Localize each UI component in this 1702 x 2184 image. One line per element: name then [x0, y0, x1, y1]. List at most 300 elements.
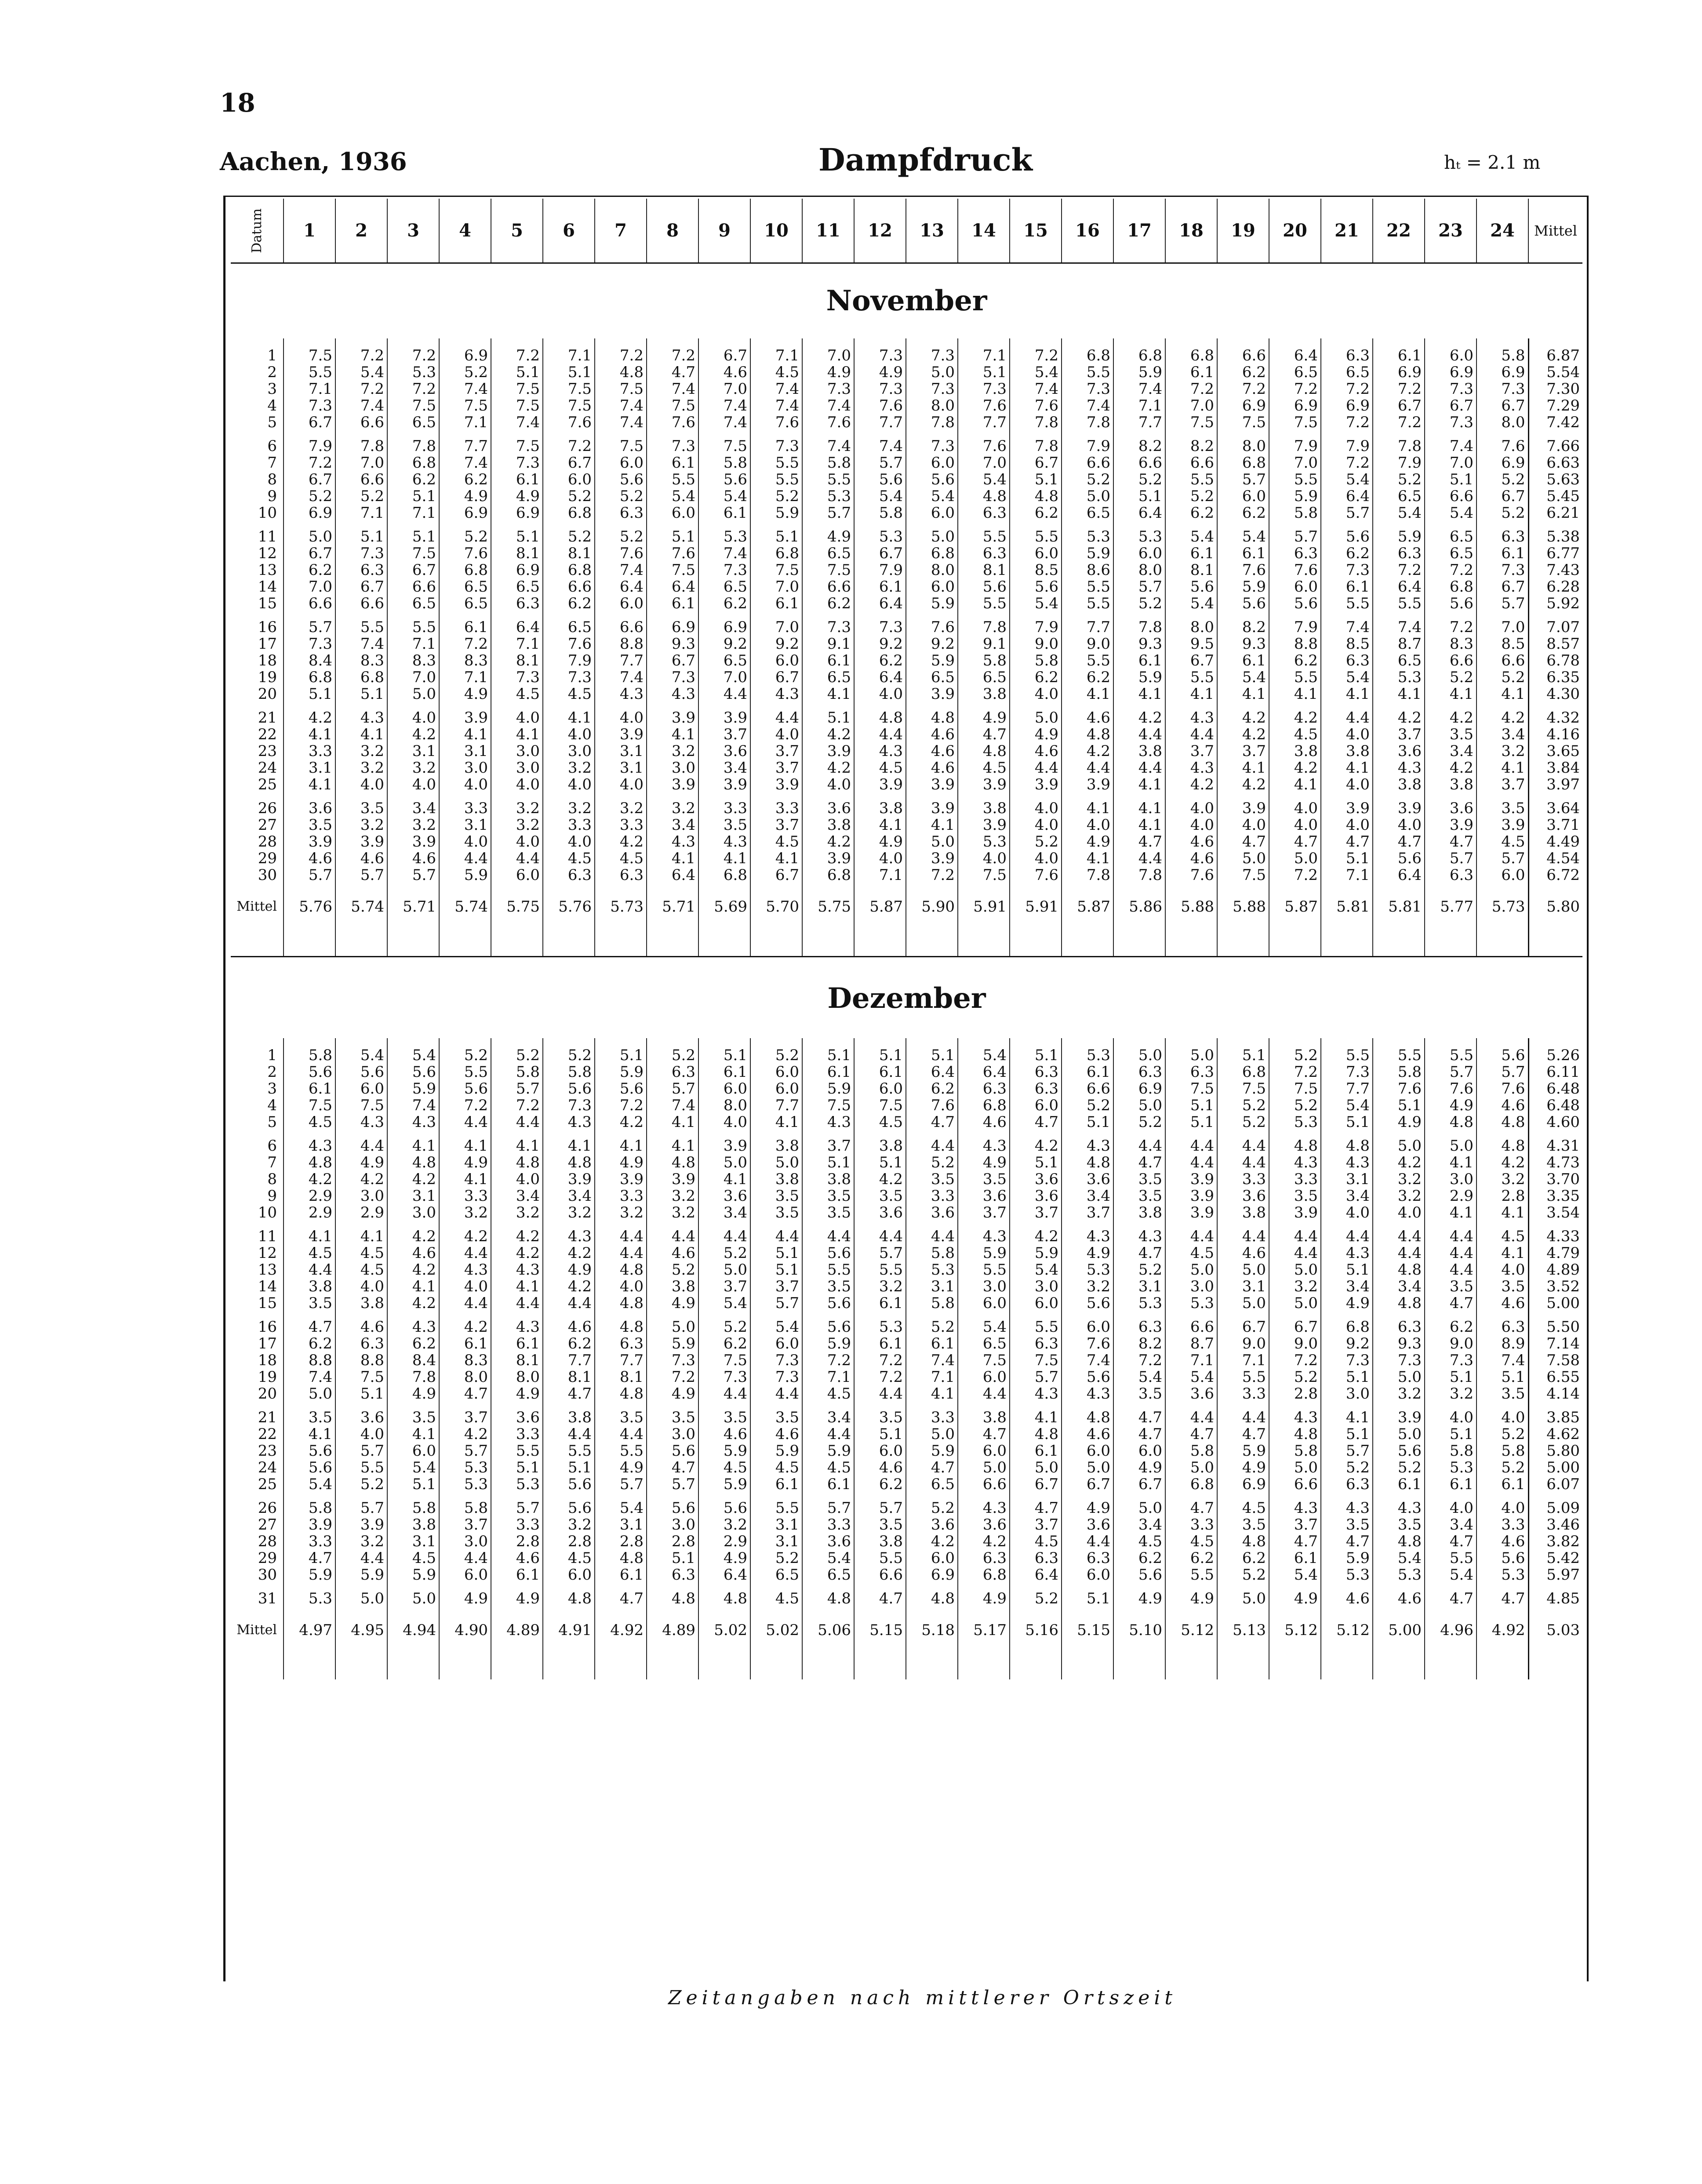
value-cell: 6.2: [1113, 1550, 1165, 1566]
value-cell: 7.2: [1373, 562, 1425, 578]
value-cell: 5.9: [387, 1566, 439, 1583]
value-cell: 4.2: [284, 709, 335, 726]
value-cell: 6.5: [1425, 545, 1477, 562]
value-cell: 5.3: [1477, 1566, 1528, 1583]
value-cell: 6.1: [698, 1064, 750, 1080]
value-cell: 5.3: [1321, 1566, 1373, 1583]
daily-mean-cell: 4.49: [1528, 833, 1582, 850]
value-cell: 7.3: [698, 1369, 750, 1385]
value-cell: 5.9: [1217, 1443, 1269, 1459]
value-cell: 4.7: [1425, 1590, 1477, 1607]
value-cell: 5.2: [1113, 595, 1165, 612]
value-cell: 7.3: [1425, 1352, 1477, 1369]
value-cell: 3.4: [1425, 743, 1477, 759]
value-cell: 7.5: [1217, 1080, 1269, 1097]
hourly-mean-cell: 5.13: [1217, 1607, 1269, 1653]
value-cell: 5.0: [1425, 1137, 1477, 1154]
value-cell: 6.0: [595, 595, 647, 612]
value-cell: 4.3: [1373, 1500, 1425, 1516]
value-cell: 6.0: [1113, 545, 1165, 562]
value-cell: 5.8: [543, 1064, 595, 1080]
value-cell: 9.2: [854, 636, 906, 652]
value-cell: 5.0: [906, 1426, 958, 1443]
value-cell: 5.3: [1062, 1261, 1113, 1278]
value-cell: 3.1: [1217, 1278, 1269, 1295]
value-cell: 5.4: [387, 1047, 439, 1064]
value-cell: 3.6: [854, 1204, 906, 1221]
value-cell: 6.7: [543, 454, 595, 471]
value-cell: 5.1: [387, 488, 439, 505]
value-cell: 8.1: [595, 1369, 647, 1385]
value-cell: 7.3: [1425, 381, 1477, 397]
table-row: [231, 1080, 1582, 1097]
value-cell: 7.8: [1113, 867, 1165, 883]
value-cell: 9.5: [1165, 636, 1217, 652]
value-cell: 7.4: [1425, 438, 1477, 454]
value-cell: 3.2: [335, 1533, 387, 1550]
value-cell: 4.7: [1165, 1426, 1217, 1443]
value-cell: 5.0: [906, 833, 958, 850]
value-cell: 4.4: [335, 1137, 387, 1154]
value-cell: 5.1: [1321, 1369, 1373, 1385]
value-cell: 5.8: [1010, 652, 1062, 669]
value-cell: 7.6: [1373, 1080, 1425, 1097]
value-cell: 7.6: [1010, 397, 1062, 414]
value-cell: 5.2: [1062, 1097, 1113, 1114]
value-cell: 7.5: [1217, 414, 1269, 431]
table-row: [231, 1228, 1582, 1245]
value-cell: 5.5: [854, 1550, 906, 1566]
value-cell: 5.0: [1269, 850, 1321, 867]
value-cell: 5.2: [335, 488, 387, 505]
value-cell: 4.3: [335, 709, 387, 726]
value-cell: 6.5: [698, 652, 750, 669]
value-cell: 4.0: [1269, 800, 1321, 817]
value-cell: 3.4: [647, 817, 698, 833]
table-row: [231, 1114, 1582, 1130]
value-cell: 3.7: [1373, 726, 1425, 743]
day-cell: 16: [258, 1318, 277, 1336]
value-cell: 3.2: [1373, 1188, 1425, 1204]
value-cell: 5.1: [335, 1385, 387, 1402]
value-cell: 4.4: [1217, 1137, 1269, 1154]
value-cell: 5.7: [1425, 850, 1477, 867]
value-cell: 6.7: [698, 347, 750, 364]
value-cell: 6.0: [906, 505, 958, 521]
value-cell: 6.5: [698, 578, 750, 595]
value-cell: 5.0: [750, 1154, 802, 1171]
value-cell: 9.2: [698, 636, 750, 652]
value-cell: 3.8: [750, 1137, 802, 1154]
value-cell: 5.2: [1477, 505, 1528, 521]
value-cell: 4.0: [1165, 817, 1217, 833]
value-cell: 7.8: [1010, 414, 1062, 431]
value-cell: 4.0: [1062, 817, 1113, 833]
value-cell: 3.3: [698, 800, 750, 817]
value-cell: 4.4: [698, 1228, 750, 1245]
value-cell: 6.7: [335, 578, 387, 595]
value-cell: 4.6: [491, 1550, 543, 1566]
value-cell: 5.0: [1165, 1459, 1217, 1476]
value-cell: 2.9: [1425, 1188, 1477, 1204]
hourly-mean-cell: 5.76: [543, 883, 595, 930]
value-cell: 3.4: [1113, 1516, 1165, 1533]
daily-mean-cell: 3.82: [1528, 1533, 1582, 1550]
hourly-mean-cell: 5.12: [1165, 1607, 1217, 1653]
value-cell: 6.6: [284, 595, 335, 612]
value-cell: 7.5: [1165, 1080, 1217, 1097]
value-cell: 4.1: [335, 726, 387, 743]
value-cell: 5.2: [543, 1047, 595, 1064]
value-cell: 5.2: [1425, 669, 1477, 686]
value-cell: 5.5: [335, 619, 387, 636]
value-cell: 3.2: [1477, 1171, 1528, 1188]
daily-mean-cell: 5.09: [1528, 1500, 1582, 1516]
value-cell: 5.4: [335, 364, 387, 381]
value-cell: 4.5: [854, 1114, 906, 1130]
daily-mean-cell: 6.28: [1528, 578, 1582, 595]
value-cell: 3.3: [595, 1188, 647, 1204]
value-cell: 6.4: [647, 867, 698, 883]
hourly-mean-cell: 5.87: [854, 883, 906, 930]
value-cell: 4.7: [1113, 1245, 1165, 1261]
daily-mean-cell: 5.45: [1528, 488, 1582, 505]
value-cell: 6.0: [906, 578, 958, 595]
value-cell: 5.4: [1321, 669, 1373, 686]
value-cell: 4.5: [1477, 1228, 1528, 1245]
value-cell: 6.7: [750, 669, 802, 686]
value-cell: 5.1: [1321, 1261, 1373, 1278]
value-cell: 7.1: [439, 669, 491, 686]
value-cell: 3.9: [1165, 1188, 1217, 1204]
value-cell: 6.0: [1113, 1443, 1165, 1459]
value-cell: 3.8: [1113, 743, 1165, 759]
daily-mean-cell: 4.16: [1528, 726, 1582, 743]
value-cell: 5.0: [1010, 709, 1062, 726]
value-cell: 4.2: [1373, 1154, 1425, 1171]
value-cell: 6.5: [1373, 652, 1425, 669]
value-cell: 5.0: [1373, 1426, 1425, 1443]
value-cell: 3.6: [1373, 743, 1425, 759]
value-cell: 4.2: [1425, 759, 1477, 776]
value-cell: 5.8: [698, 454, 750, 471]
value-cell: 4.2: [595, 1114, 647, 1130]
value-cell: 7.4: [1373, 619, 1425, 636]
day-cell: 10: [258, 504, 277, 522]
value-cell: 3.4: [1321, 1188, 1373, 1204]
value-cell: 4.8: [543, 1590, 595, 1607]
value-cell: 4.3: [1269, 1500, 1321, 1516]
value-cell: 6.9: [1477, 454, 1528, 471]
value-cell: 8.0: [906, 562, 958, 578]
day-cell: 16: [258, 618, 277, 636]
value-cell: 3.2: [647, 800, 698, 817]
value-cell: 5.5: [958, 1261, 1010, 1278]
value-cell: 5.3: [1373, 669, 1425, 686]
value-cell: 6.6: [1062, 1080, 1113, 1097]
value-cell: 6.1: [491, 471, 543, 488]
value-cell: 5.7: [335, 867, 387, 883]
value-cell: 8.0: [906, 397, 958, 414]
value-cell: 4.6: [387, 1245, 439, 1261]
value-cell: 3.9: [595, 1171, 647, 1188]
value-cell: 4.3: [1269, 1409, 1321, 1426]
value-cell: 7.0: [387, 669, 439, 686]
value-cell: 5.3: [698, 528, 750, 545]
value-cell: 6.4: [698, 1566, 750, 1583]
value-cell: 5.1: [647, 1550, 698, 1566]
value-cell: 6.7: [1217, 1319, 1269, 1335]
value-cell: 7.5: [284, 1097, 335, 1114]
value-cell: 5.0: [1062, 1459, 1113, 1476]
value-cell: 5.8: [1269, 1443, 1321, 1459]
value-cell: 5.4: [958, 471, 1010, 488]
value-cell: 3.8: [958, 686, 1010, 702]
value-cell: 3.3: [491, 1516, 543, 1533]
value-cell: 5.1: [1010, 1047, 1062, 1064]
value-cell: 5.3: [1113, 528, 1165, 545]
value-cell: 5.5: [750, 454, 802, 471]
value-cell: 3.0: [439, 1533, 491, 1550]
table-row: [231, 578, 1582, 595]
value-cell: 3.9: [1425, 817, 1477, 833]
value-cell: 6.3: [1477, 1319, 1528, 1335]
value-cell: 7.2: [1165, 381, 1217, 397]
value-cell: 3.2: [335, 743, 387, 759]
value-cell: 5.1: [1321, 1426, 1373, 1443]
value-cell: 3.5: [1477, 1385, 1528, 1402]
value-cell: 4.4: [647, 1228, 698, 1245]
table-row: [231, 743, 1582, 759]
value-cell: 4.2: [335, 1171, 387, 1188]
value-cell: 5.1: [1113, 488, 1165, 505]
value-cell: 6.2: [1217, 1550, 1269, 1566]
value-cell: 8.1: [491, 1352, 543, 1369]
day-cell: 18: [258, 652, 277, 669]
value-cell: 4.1: [491, 1278, 543, 1295]
value-cell: 6.3: [335, 1335, 387, 1352]
value-cell: 6.2: [698, 1335, 750, 1352]
value-cell: 5.2: [595, 488, 647, 505]
hourly-mean-cell: 4.96: [1425, 1607, 1477, 1653]
value-cell: 7.3: [906, 347, 958, 364]
value-cell: 5.2: [750, 488, 802, 505]
day-cell: 14: [258, 578, 277, 596]
value-cell: 5.1: [491, 528, 543, 545]
hourly-mean-cell: 5.03: [1528, 1607, 1582, 1653]
value-cell: 6.0: [595, 454, 647, 471]
value-cell: 7.3: [750, 438, 802, 454]
daily-mean-cell: 7.42: [1528, 414, 1582, 431]
value-cell: 5.3: [1062, 528, 1113, 545]
value-cell: 2.8: [491, 1533, 543, 1550]
value-cell: 5.6: [595, 471, 647, 488]
value-cell: 5.6: [802, 1245, 854, 1261]
value-cell: 3.7: [1217, 743, 1269, 759]
table-row: [231, 800, 1582, 817]
daily-mean-cell: 3.46: [1528, 1516, 1582, 1533]
value-cell: 6.0: [335, 1080, 387, 1097]
hourly-mean-cell: 4.95: [335, 1607, 387, 1653]
day-cell: 27: [258, 816, 277, 834]
value-cell: 6.5: [1373, 488, 1425, 505]
hour-header: 16: [1062, 199, 1113, 263]
value-cell: 4.9: [854, 364, 906, 381]
value-cell: 5.2: [491, 1047, 543, 1064]
value-cell: 3.0: [647, 1426, 698, 1443]
value-cell: 4.0: [1165, 800, 1217, 817]
value-cell: 5.7: [854, 1500, 906, 1516]
value-cell: 4.5: [387, 1550, 439, 1566]
value-cell: 4.8: [1425, 1114, 1477, 1130]
value-cell: 3.1: [439, 743, 491, 759]
table-row: [231, 1064, 1582, 1080]
hourly-mean-cell: 5.02: [698, 1607, 750, 1653]
value-cell: 5.9: [698, 1443, 750, 1459]
value-cell: 5.5: [1165, 1566, 1217, 1583]
value-cell: 4.8: [1062, 1409, 1113, 1426]
value-cell: 7.2: [491, 1097, 543, 1114]
value-cell: 4.1: [698, 850, 750, 867]
value-cell: 3.2: [387, 759, 439, 776]
value-cell: 5.8: [1477, 347, 1528, 364]
daily-mean-cell: 5.97: [1528, 1566, 1582, 1583]
value-cell: 5.2: [698, 1245, 750, 1261]
value-cell: 6.7: [1477, 397, 1528, 414]
daily-mean-cell: 4.89: [1528, 1261, 1582, 1278]
hour-header-row: [231, 199, 1582, 263]
value-cell: 4.4: [1113, 726, 1165, 743]
daily-mean-cell: 7.30: [1528, 381, 1582, 397]
value-cell: 7.5: [854, 1097, 906, 1114]
daily-mean-cell: 4.79: [1528, 1245, 1582, 1261]
value-cell: 5.3: [1373, 1566, 1425, 1583]
value-cell: 4.1: [439, 726, 491, 743]
value-cell: 6.9: [439, 347, 491, 364]
value-cell: 3.6: [802, 800, 854, 817]
value-cell: 4.0: [802, 776, 854, 793]
value-cell: 5.0: [906, 364, 958, 381]
value-cell: 5.0: [284, 528, 335, 545]
value-cell: 3.0: [387, 1204, 439, 1221]
value-cell: 9.2: [1321, 1335, 1373, 1352]
value-cell: 3.2: [854, 1278, 906, 1295]
month-title: November: [826, 284, 987, 317]
value-cell: 5.2: [1010, 833, 1062, 850]
value-cell: 4.2: [284, 1171, 335, 1188]
value-cell: 7.5: [647, 397, 698, 414]
hour-header: 20: [1269, 199, 1321, 263]
value-cell: 6.0: [387, 1443, 439, 1459]
day-cell: 11: [258, 1228, 277, 1245]
table-row: [231, 726, 1582, 743]
value-cell: 7.6: [1165, 867, 1217, 883]
value-cell: 5.7: [335, 1443, 387, 1459]
value-cell: 4.2: [1062, 743, 1113, 759]
value-cell: 4.7: [1010, 1114, 1062, 1130]
value-cell: 4.4: [439, 1295, 491, 1312]
value-cell: 8.0: [1113, 562, 1165, 578]
value-cell: 5.5: [1321, 595, 1373, 612]
value-cell: 4.1: [1217, 686, 1269, 702]
value-cell: 4.9: [802, 364, 854, 381]
value-cell: 5.6: [1373, 1443, 1425, 1459]
value-cell: 7.4: [439, 454, 491, 471]
value-cell: 7.1: [387, 636, 439, 652]
vapor-pressure-table: [231, 199, 1582, 1679]
value-cell: 4.9: [1373, 1114, 1425, 1130]
value-cell: 4.4: [543, 1426, 595, 1443]
value-cell: 6.8: [958, 1097, 1010, 1114]
value-cell: 4.4: [1165, 1228, 1217, 1245]
value-cell: 6.9: [439, 505, 491, 521]
value-cell: 5.4: [698, 1295, 750, 1312]
value-cell: 4.4: [906, 1228, 958, 1245]
value-cell: 3.5: [958, 1171, 1010, 1188]
value-cell: 7.7: [595, 1352, 647, 1369]
value-cell: 4.8: [543, 1154, 595, 1171]
value-cell: 3.5: [906, 1171, 958, 1188]
value-cell: 5.3: [802, 488, 854, 505]
day-cell: 15: [258, 595, 277, 612]
value-cell: 5.7: [1477, 850, 1528, 867]
hour-header: 18: [1165, 199, 1217, 263]
value-cell: 6.0: [1217, 488, 1269, 505]
value-cell: 3.1: [284, 759, 335, 776]
value-cell: 6.5: [802, 669, 854, 686]
value-cell: 4.5: [543, 850, 595, 867]
daily-mean-cell: 3.97: [1528, 776, 1582, 793]
value-cell: 4.5: [491, 686, 543, 702]
value-cell: 4.4: [284, 1261, 335, 1278]
value-cell: 4.6: [1477, 1295, 1528, 1312]
value-cell: 6.8: [1165, 347, 1217, 364]
value-cell: 5.7: [491, 1500, 543, 1516]
value-cell: 4.0: [439, 1278, 491, 1295]
value-cell: 7.5: [491, 438, 543, 454]
value-cell: 4.3: [1113, 1228, 1165, 1245]
value-cell: 6.9: [284, 505, 335, 521]
value-cell: 3.9: [906, 776, 958, 793]
value-cell: 5.9: [1217, 578, 1269, 595]
value-cell: 4.4: [1269, 1228, 1321, 1245]
value-cell: 7.6: [1425, 1080, 1477, 1097]
value-cell: 7.1: [387, 505, 439, 521]
hourly-mean-cell: 5.74: [335, 883, 387, 930]
value-cell: 4.4: [1113, 759, 1165, 776]
daily-mean-cell: 4.33: [1528, 1228, 1582, 1245]
value-cell: 5.1: [491, 364, 543, 381]
value-cell: 4.7: [1321, 833, 1373, 850]
value-cell: 6.3: [958, 505, 1010, 521]
daily-mean-cell: 5.38: [1528, 528, 1582, 545]
value-cell: 8.1: [958, 562, 1010, 578]
value-cell: 6.1: [1113, 652, 1165, 669]
value-cell: 4.0: [491, 1171, 543, 1188]
value-cell: 3.2: [335, 759, 387, 776]
value-cell: 6.4: [854, 595, 906, 612]
daily-mean-cell: 5.00: [1528, 1459, 1582, 1476]
value-cell: 5.9: [906, 652, 958, 669]
hourly-mean-cell: 4.90: [439, 1607, 491, 1653]
daily-mean-cell: 7.43: [1528, 562, 1582, 578]
value-cell: 7.5: [335, 1369, 387, 1385]
value-cell: 7.8: [1062, 867, 1113, 883]
value-cell: 6.6: [1165, 1319, 1217, 1335]
value-cell: 6.7: [1165, 652, 1217, 669]
hour-header: 13: [906, 199, 958, 263]
value-cell: 6.2: [906, 1080, 958, 1097]
